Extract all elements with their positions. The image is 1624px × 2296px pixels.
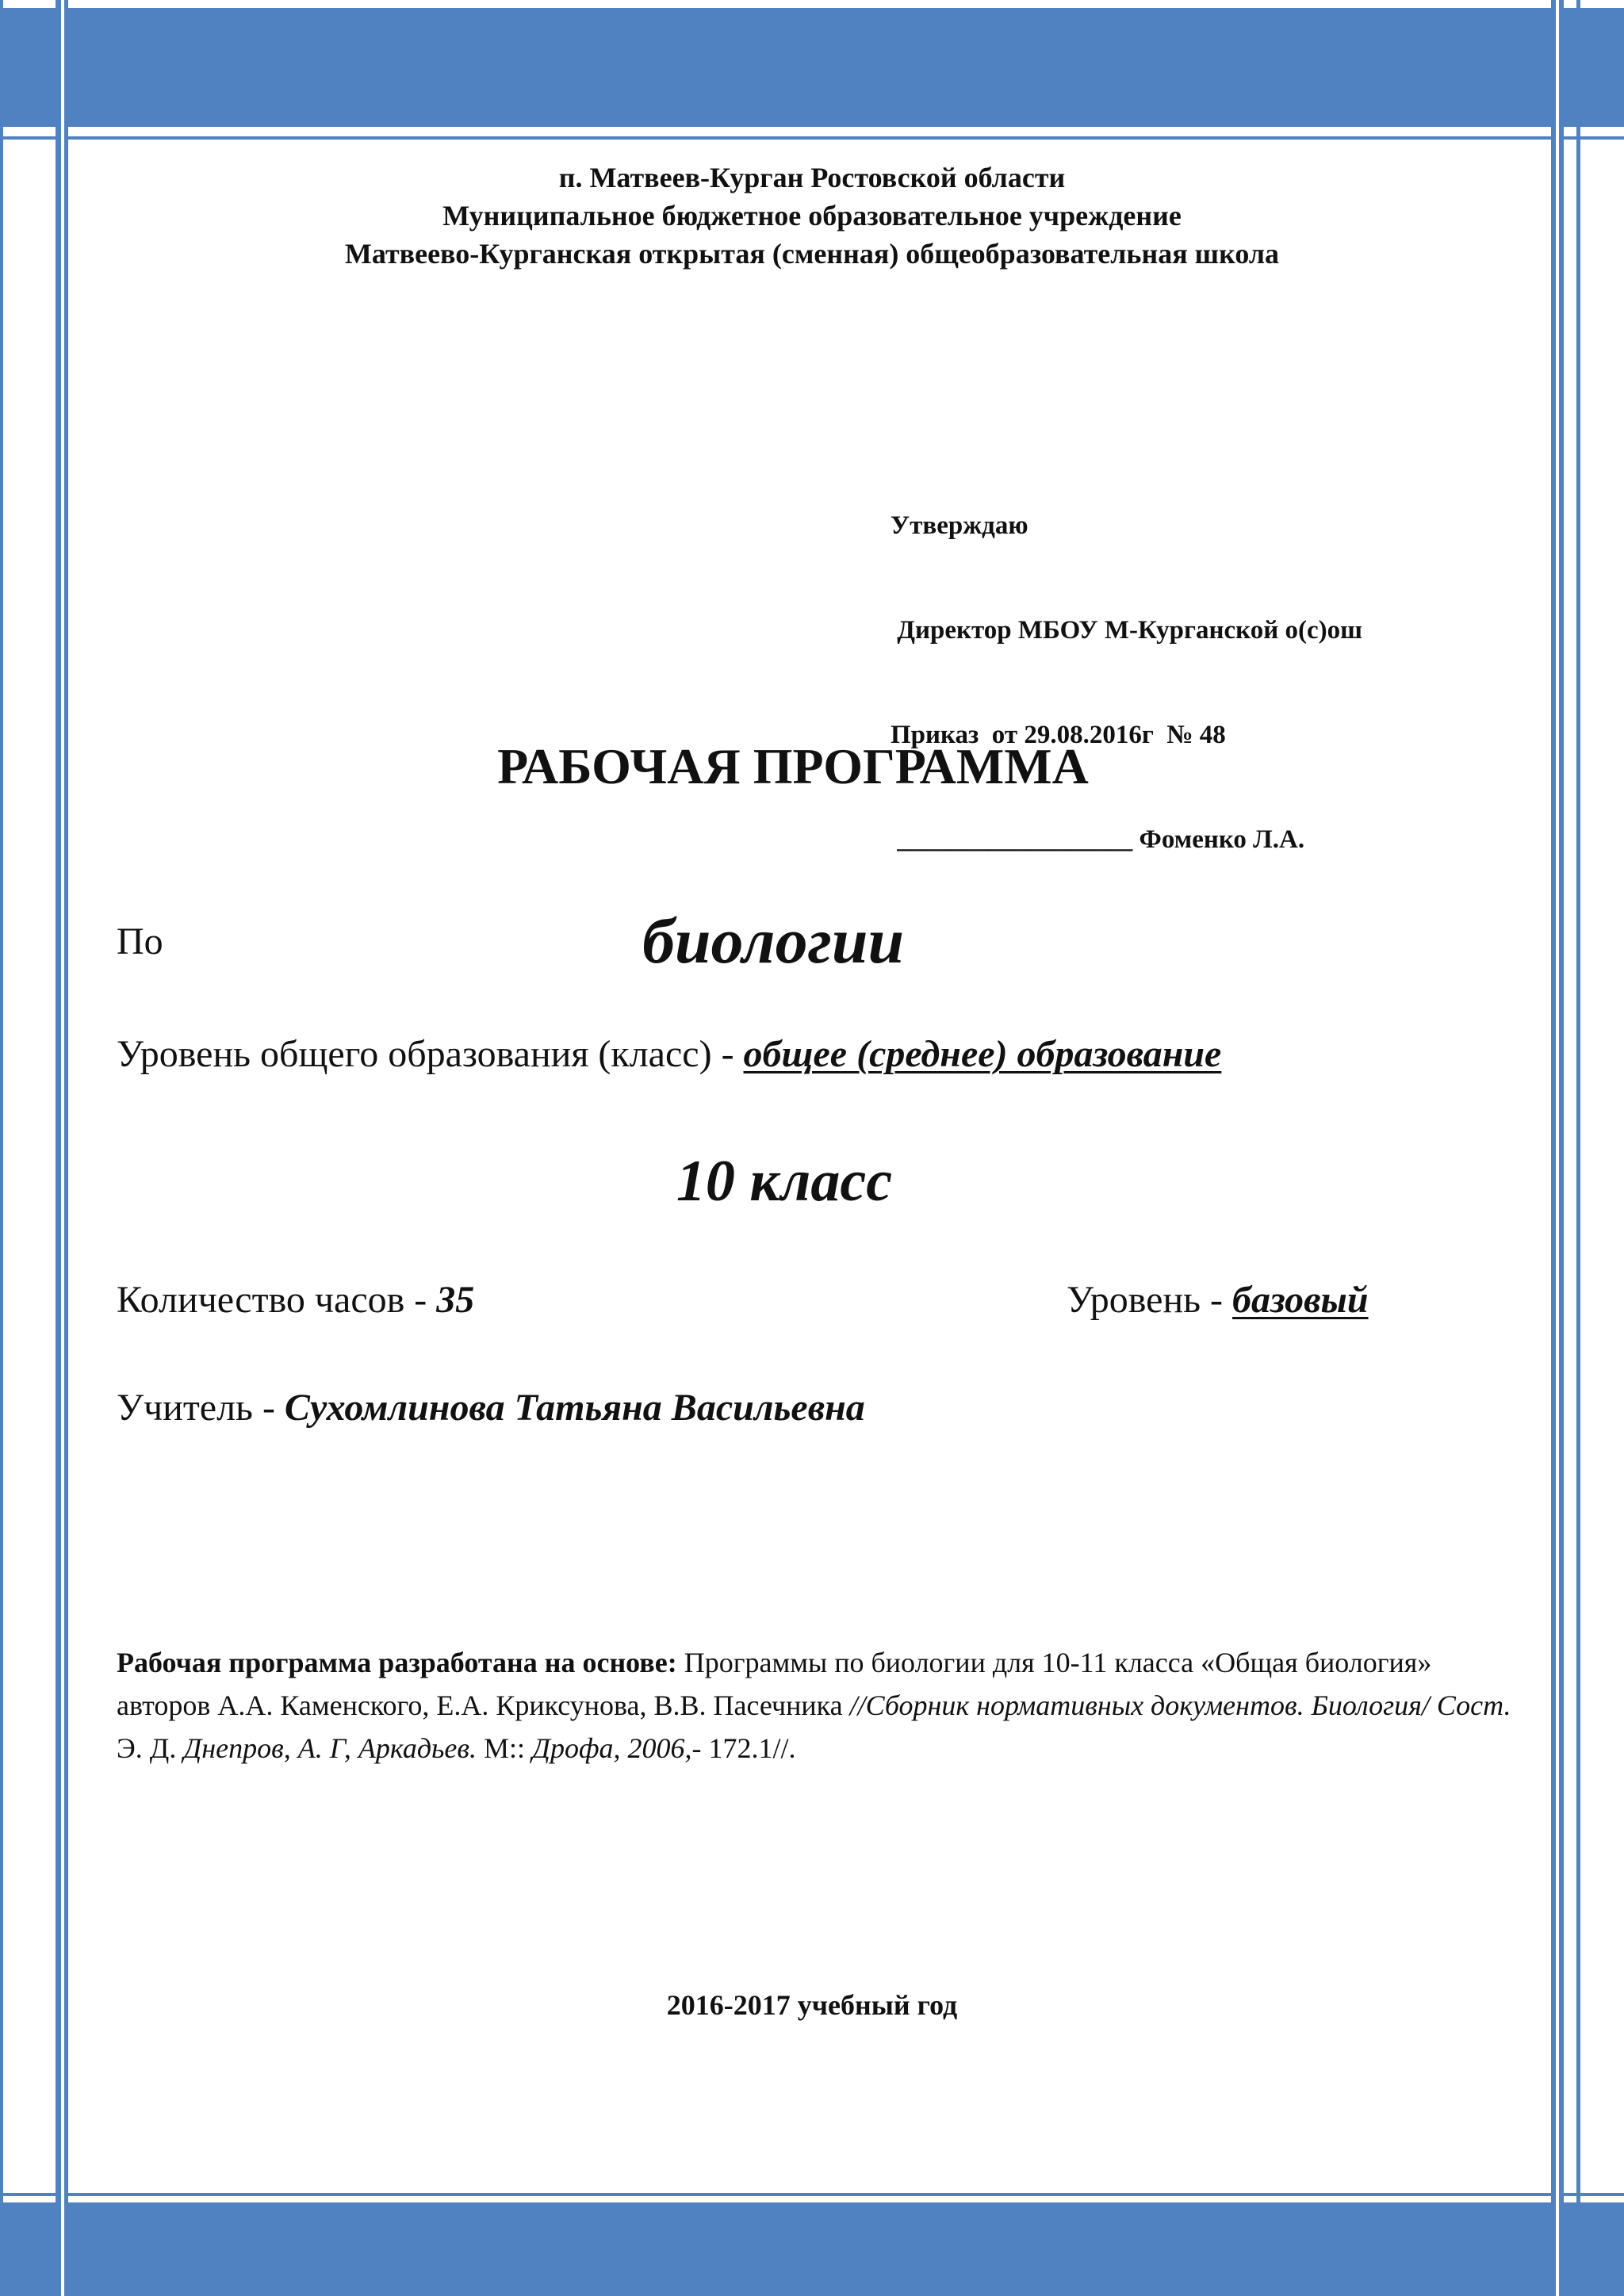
- document-title: РАБОЧАЯ ПРОГРАММА: [497, 738, 1089, 794]
- basis-label: Рабочая программа разработана на основе:: [117, 1647, 677, 1678]
- top-frame-band: [0, 8, 1624, 127]
- right-frame-bar-outer: [1576, 0, 1580, 2296]
- education-level-row: [117, 1032, 1221, 1076]
- top-frame-line: [0, 136, 1624, 140]
- grade: 10 класс: [676, 1149, 893, 1214]
- basis-text-4: - 172.1//.: [691, 1732, 796, 1764]
- teacher-label: Учитель -: [117, 1387, 285, 1429]
- education-level-label: Уровень общего образования (класс) -: [117, 1033, 744, 1075]
- subject-name: биологии: [642, 905, 905, 977]
- approval-director: Директор МБОУ М-Курганской о(с)ош: [891, 616, 1362, 645]
- basis-text-2: Э. Д.: [117, 1732, 184, 1764]
- hours-label: Количество часов -: [117, 1279, 437, 1321]
- hours-value: 35: [436, 1279, 475, 1321]
- approval-block: [891, 438, 1362, 927]
- header-school-name: Матвеево-Курганская открытая (сменная) общеобразовательная школа: [344, 238, 1280, 270]
- hours-row: [117, 1278, 474, 1322]
- bottom-frame-band: [0, 2202, 1624, 2296]
- basis-italic-1: //Сборник нормативных документов. Биология/ Сост.: [849, 1689, 1511, 1721]
- teacher-row: [117, 1386, 865, 1429]
- subject-prefix: По: [117, 920, 163, 962]
- program-basis-paragraph: [117, 1641, 1512, 1770]
- signature-line: __________________: [891, 825, 1139, 854]
- basis-text-1: Программы по биологии для 10-11 класса «Общая биология» авторов А.А. Каменского, Е.А. Криксунова, В.В. Пасечника: [117, 1647, 1432, 1721]
- header-institution-type: Муниципальное бюджетное образовательное учреждение: [442, 200, 1182, 232]
- education-level-value: общее (среднее) образование: [743, 1033, 1222, 1075]
- teacher-name: Сухомлинова Татьяна Васильевна: [284, 1387, 865, 1429]
- basis-text-3: М::: [477, 1732, 533, 1764]
- level-row: [1067, 1278, 1369, 1322]
- school-header: [0, 159, 1624, 273]
- bottom-frame-line: [0, 2193, 1624, 2196]
- approval-signature: [891, 822, 1362, 857]
- basis-italic-3: Дрофа, 2006,: [532, 1732, 692, 1764]
- basis-italic-2: Днепров, А. Г, Аркадьев.: [183, 1732, 477, 1764]
- academic-year: 2016-2017 учебный год: [666, 1989, 958, 2021]
- level-value: базовый: [1232, 1279, 1369, 1321]
- approval-heading: Утверждаю: [891, 511, 1028, 540]
- level-label: Уровень -: [1067, 1279, 1233, 1321]
- header-location: п. Матвеев-Курган Ростовской области: [558, 162, 1066, 193]
- signer-name: Фоменко Л.А.: [1139, 825, 1305, 854]
- approval-order: Приказ от 29.08.2016г № 48: [891, 721, 1226, 749]
